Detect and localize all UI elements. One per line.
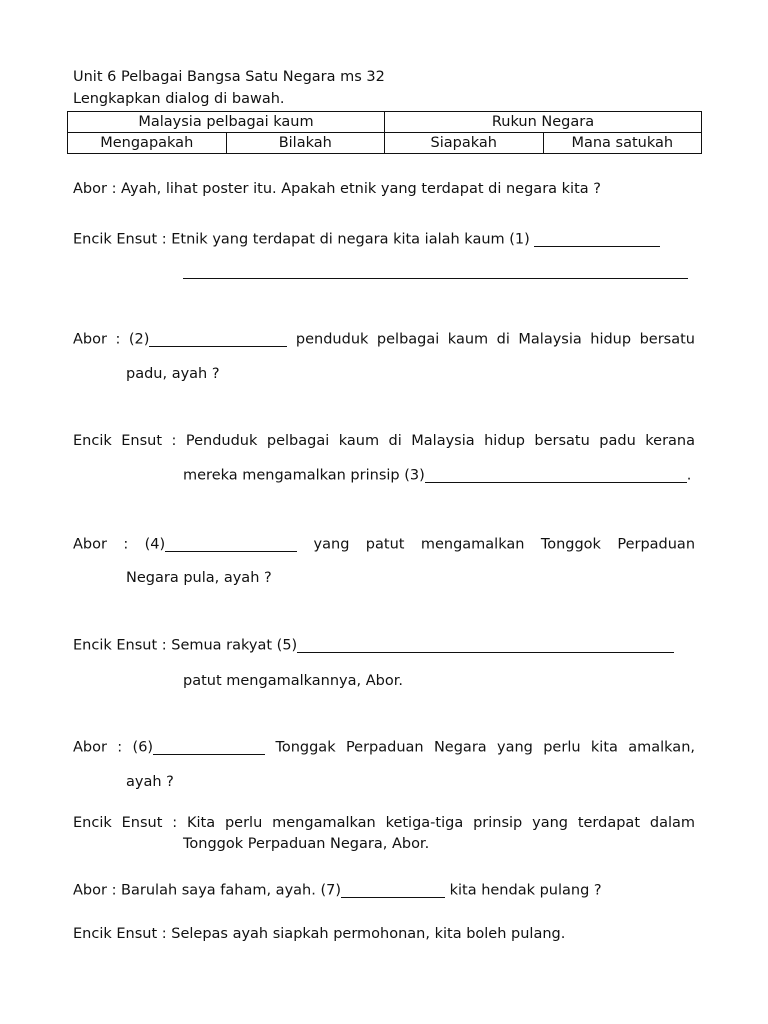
word-bank-word: Mengapakah (68, 133, 227, 154)
dialog-line (73, 536, 695, 553)
dialog-text: Encik Ensut : Etnik yang terdapat di negara kita ialah kaum (1) (73, 231, 535, 248)
answer-blank-1-continuation[interactable] (183, 264, 688, 279)
answer-blank-4[interactable] (165, 536, 297, 552)
dialog-line: patut mengamalkannya, Abor. (183, 673, 403, 689)
dialog-text: Abor : (6) (73, 739, 154, 756)
worksheet-instruction: Lengkapkan dialog di bawah. (73, 91, 285, 107)
dialog-line (73, 637, 674, 654)
dialog-text: yang patut mengamalkan Tonggok Perpaduan (297, 536, 696, 553)
dialog-line: Encik Ensut : Penduduk pelbagai kaum di Malaysia hidup bersatu padu kerana (73, 433, 695, 449)
dialog-text: Abor : (2) (73, 331, 150, 348)
dialog-text: . (686, 467, 692, 484)
word-bank-group-2: Rukun Negara (385, 112, 702, 133)
word-bank-words-row (68, 133, 702, 154)
dialog-line: Encik Ensut : Kita perlu mengamalkan ketiga-tiga prinsip yang terdapat dalam (73, 815, 695, 831)
dialog-text: Abor : Barulah saya faham, ayah. (7) (73, 882, 341, 899)
dialog-line: padu, ayah ? (126, 366, 220, 382)
answer-blank-2[interactable] (149, 331, 287, 347)
word-bank-group-1: Malaysia pelbagai kaum (68, 112, 385, 133)
word-bank-word: Siapakah (385, 133, 544, 154)
dialog-line: Negara pula, ayah ? (126, 570, 272, 586)
word-bank-header-row (68, 112, 702, 133)
dialog-line: Encik Ensut : Selepas ayah siapkah permohonan, kita boleh pulang. (73, 926, 566, 942)
word-bank-word: Mana satukah (543, 133, 702, 154)
answer-blank-5[interactable] (297, 637, 674, 653)
dialog-line (73, 882, 602, 899)
answer-blank-7[interactable] (341, 882, 445, 898)
dialog-line (183, 467, 691, 484)
dialog-text: Abor : (4) (73, 536, 166, 553)
dialog-line: Abor : Ayah, lihat poster itu. Apakah etnik yang terdapat di negara kita ? (73, 181, 601, 197)
dialog-line: ayah ? (126, 774, 174, 790)
worksheet-title: Unit 6 Pelbagai Bangsa Satu Negara ms 32 (73, 69, 385, 85)
dialog-text: kita hendak pulang ? (444, 882, 602, 899)
word-bank-table (67, 111, 702, 154)
dialog-line (73, 331, 695, 348)
answer-blank-6[interactable] (153, 739, 265, 755)
dialog-line: Tonggok Perpaduan Negara, Abor. (183, 836, 430, 852)
dialog-line (73, 231, 660, 248)
dialog-text: Encik Ensut : Semua rakyat (5) (73, 637, 298, 654)
dialog-line (73, 739, 695, 756)
dialog-text: penduduk pelbagai kaum di Malaysia hidup bersatu (287, 331, 695, 348)
word-bank-word: Bilakah (226, 133, 385, 154)
dialog-text: mereka mengamalkan prinsip (3) (183, 467, 425, 484)
answer-blank-1[interactable] (534, 231, 660, 247)
dialog-text: Tonggak Perpaduan Negara yang perlu kita amalkan, (265, 739, 695, 756)
answer-blank-3[interactable] (425, 467, 687, 483)
